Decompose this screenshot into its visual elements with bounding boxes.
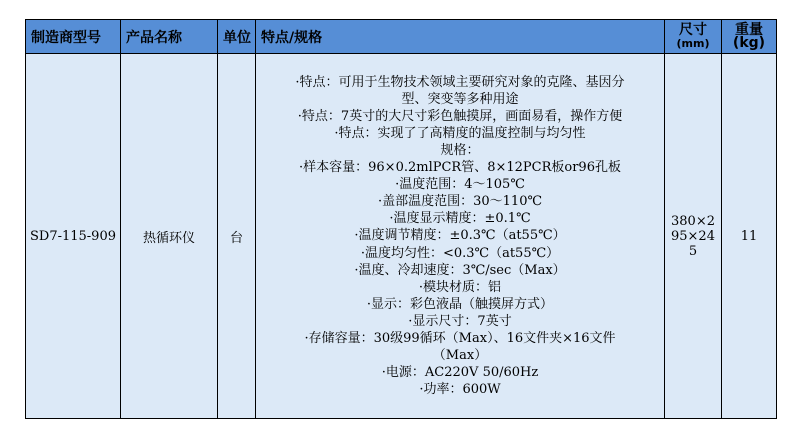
size-line: 380×2 xyxy=(671,213,715,229)
feature-line: ·显示：彩色液晶（触摸屏方式） xyxy=(366,296,554,312)
feature-line: ·温度均匀性：<0.3℃（at55℃） xyxy=(360,245,560,261)
product-table xyxy=(25,19,777,419)
header-weight: 重量(kg) xyxy=(722,20,777,54)
size-line: 5 xyxy=(688,243,698,259)
size-line: 95×24 xyxy=(671,228,715,244)
feature-line: （Max） xyxy=(432,348,488,364)
feature-line: ·温度调节精度：±0.3℃（at55℃） xyxy=(354,228,566,244)
cell-model: SD7-115-909 xyxy=(26,54,121,419)
feature-line: ·存储容量：30级99循环（Max）、16文件夹×16文件 xyxy=(304,331,616,347)
feature-line: ·特点：实现了了高精度的温度控制与均匀性 xyxy=(334,125,586,141)
header-name: 产品名称 xyxy=(121,20,218,54)
feature-line: 规格： xyxy=(440,142,480,158)
table-row xyxy=(26,54,777,419)
feature-line: ·盖部温度范围：30～110℃ xyxy=(377,194,543,210)
cell-weight: 11 xyxy=(722,54,777,419)
feature-line: ·电源：AC220V 50/60Hz xyxy=(381,365,539,381)
feature-line: ·特点：7英寸的大尺寸彩色触摸屏，画面易看，操作方便 xyxy=(297,108,623,124)
feature-line: ·功率：600W xyxy=(419,382,501,398)
feature-line: ·温度显示精度：±0.1℃ xyxy=(389,211,531,227)
header-size-label: 尺寸 xyxy=(679,21,707,38)
cell-unit: 台 xyxy=(218,54,256,419)
header-size-unit: (mm) xyxy=(676,36,710,50)
feature-line: ·特点：可用于生物技术领域主要研究对象的克隆、基因分 xyxy=(295,74,625,90)
cell-size xyxy=(665,54,722,419)
header-unit: 单位 xyxy=(218,20,256,54)
feature-line: ·温度、冷却速度：3℃/sec（Max） xyxy=(354,262,566,278)
feature-line: ·样本容量：96×0.2mlPCR管、8×12PCR板or96孔板 xyxy=(299,160,621,176)
feature-line: ·温度范围：4～105℃ xyxy=(395,177,525,193)
header-row xyxy=(26,20,777,54)
feature-line: ·模块材质：铝 xyxy=(418,279,502,295)
header-size xyxy=(665,20,722,54)
cell-name: 热循环仪 xyxy=(121,54,218,419)
header-features: 特点/规格 xyxy=(256,20,665,54)
feature-line: 型、突变等多种用途 xyxy=(401,91,519,107)
cell-features xyxy=(256,54,665,419)
feature-line: ·显示尺寸：7英寸 xyxy=(408,313,512,329)
header-model: 制造商型号 xyxy=(26,20,121,54)
